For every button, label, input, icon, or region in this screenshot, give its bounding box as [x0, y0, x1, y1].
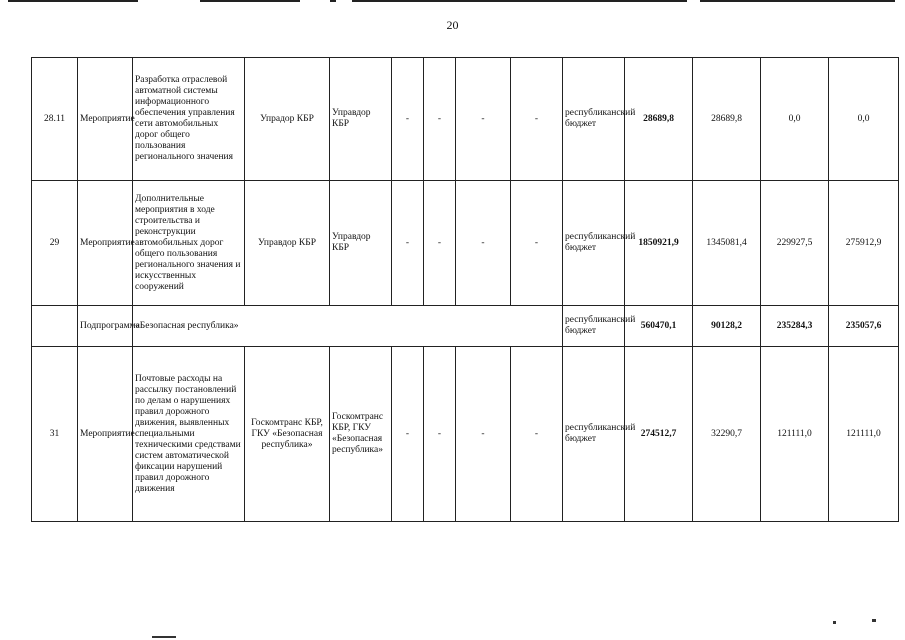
row-dash: -	[511, 181, 563, 306]
row-source: республиканский бюджет	[563, 181, 625, 306]
row-name: Дополнительные мероприятия в ходе строительства и реконструкции автомобильных дорог общего пользования регионального значения и искусственных сооружений	[133, 181, 245, 306]
row-year1: 32290,7	[693, 347, 761, 522]
row-dash: -	[392, 181, 424, 306]
program-table	[31, 57, 899, 522]
row-name: «Безопасная республика»	[133, 306, 563, 347]
row-coexecutor: Управдор КБР	[330, 58, 392, 181]
row-name: Почтовые расходы на рассылку постановлений по делам о нарушениях правил дорожного движения, выявленных специальными техническими средствами систем автоматической фиксации нарушений правил дорожного движения	[133, 347, 245, 522]
row-executor: Управдор КБР	[245, 181, 330, 306]
row-dash: -	[456, 58, 511, 181]
row-year2: 229927,5	[761, 181, 829, 306]
row-year3: 121111,0	[829, 347, 899, 522]
row-dash: -	[392, 347, 424, 522]
row-total: 274512,7	[625, 347, 693, 522]
row-name: Разработка отраслевой автоматной системы информационного обеспечения управления сети автомобильных дорог общего пользования регионального значения	[133, 58, 245, 181]
scan-mark	[152, 636, 176, 638]
row-year2: 0,0	[761, 58, 829, 181]
row-year3: 235057,6	[829, 306, 899, 347]
row-dash: -	[456, 347, 511, 522]
row-year1: 1345081,4	[693, 181, 761, 306]
row-number: 29	[32, 181, 78, 306]
row-dash: -	[424, 58, 456, 181]
row-coexecutor: Управдор КБР	[330, 181, 392, 306]
row-coexecutor: Госкомтранс КБР, ГКУ «Безопасная республика»	[330, 347, 392, 522]
row-dash: -	[511, 58, 563, 181]
row-number: 28.11	[32, 58, 78, 181]
scan-mark	[833, 621, 836, 624]
page-number: 20	[446, 18, 459, 32]
row-source: республиканский бюджет	[563, 347, 625, 522]
row-type: Мероприятие	[78, 181, 133, 306]
row-year2: 235284,3	[761, 306, 829, 347]
row-total: 560470,1	[625, 306, 693, 347]
row-total: 28689,8	[625, 58, 693, 181]
scan-mark	[872, 619, 876, 622]
row-dash: -	[424, 181, 456, 306]
row-source: республиканский бюджет	[563, 306, 625, 347]
row-type: Мероприятие	[78, 347, 133, 522]
row-year1: 28689,8	[693, 58, 761, 181]
table-row	[32, 347, 899, 522]
table-row	[32, 181, 899, 306]
row-dash: -	[392, 58, 424, 181]
row-total: 1850921,9	[625, 181, 693, 306]
row-type: Мероприятие	[78, 58, 133, 181]
row-year3: 275912,9	[829, 181, 899, 306]
row-year3: 0,0	[829, 58, 899, 181]
row-year1: 90128,2	[693, 306, 761, 347]
row-dash: -	[511, 347, 563, 522]
row-executor: Госкомтранс КБР, ГКУ «Безопасная республика»	[245, 347, 330, 522]
row-dash: -	[424, 347, 456, 522]
row-number: 31	[32, 347, 78, 522]
row-executor: Упрадор КБР	[245, 58, 330, 181]
table-row	[32, 306, 899, 347]
row-type: Подпрограмма	[78, 306, 133, 347]
row-year2: 121111,0	[761, 347, 829, 522]
row-dash: -	[456, 181, 511, 306]
row-source: республиканский бюджет	[563, 58, 625, 181]
table-row	[32, 58, 899, 181]
row-number	[32, 306, 78, 347]
